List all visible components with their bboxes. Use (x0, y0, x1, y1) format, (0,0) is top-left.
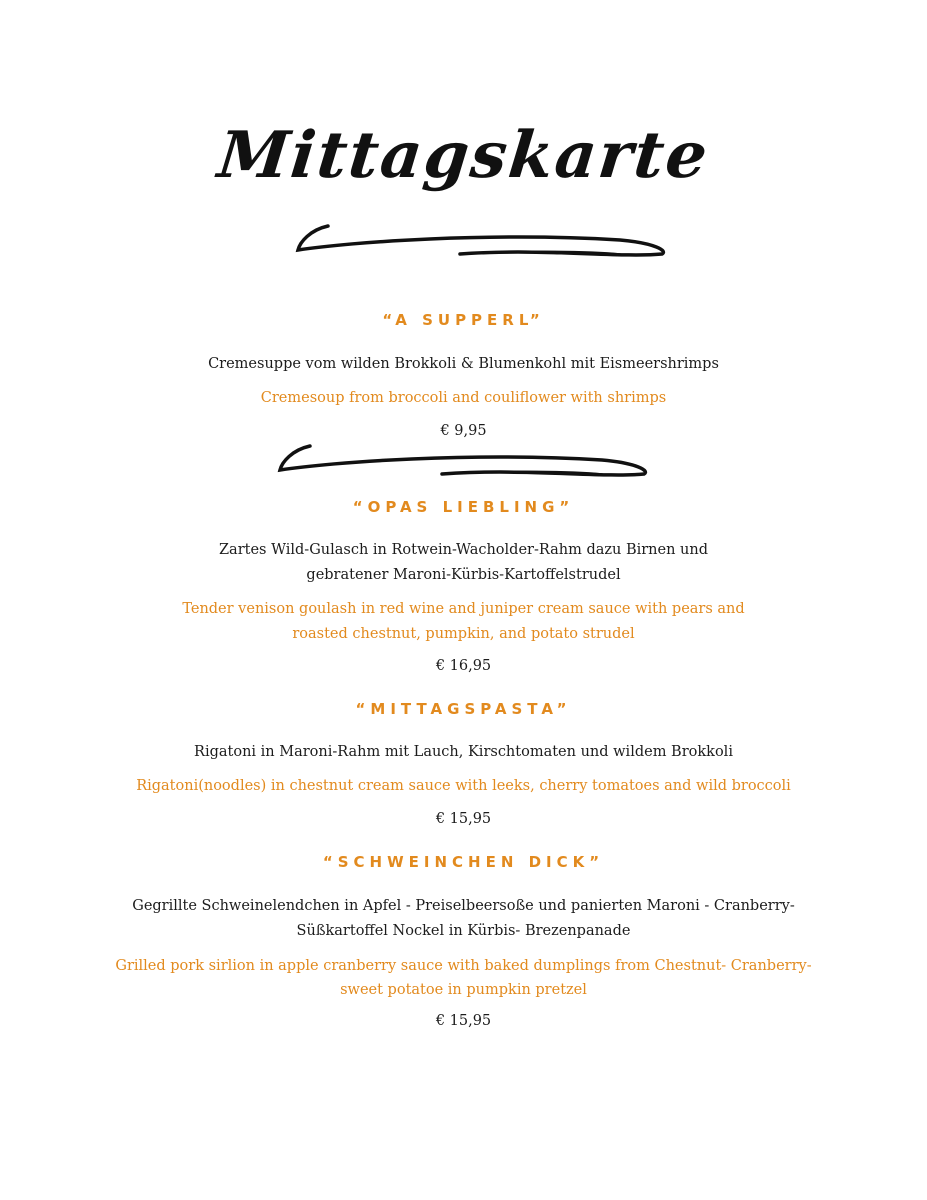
dish-description-de: Rigatoni in Maroni-Rahm mit Lauch, Kirschtomaten und wildem Brokkoli (194, 744, 733, 760)
price-label: € 15,95 (435, 811, 492, 827)
dish-description-en: Rigatoni(noodles) in chestnut cream sauce with leeks, cherry tomatoes and wild broccoli (136, 778, 791, 794)
section-title-opas-liebling: “OPAS LIEBLING” (352, 498, 575, 516)
price-label: € 9,95 (440, 423, 487, 439)
dish-description-en: Tender venison goulash in red wine and juniper cream sauce with pears and (182, 601, 745, 617)
dish-description-de: Zartes Wild-Gulasch in Rotwein-Wacholder-Rahm dazu Birnen und (218, 542, 709, 558)
dish-description-de: Gegrillte Schweinelendchen in Apfel - Preiselbeersoße und panierten Maroni - Cranberry- (132, 898, 795, 914)
swoosh-divider-top (290, 218, 670, 264)
dish-description-de: Cremesuppe vom wilden Brokkoli & Blumenkohl mit Eismeershrimps (208, 356, 719, 372)
page-title: Mittagskarte (214, 118, 713, 193)
dish-description-en: Cremesoup from broccoli and couliflower with shrimps (260, 390, 667, 406)
dish-description-de: gebratener Maroni-Kürbis-Kartoffelstrudel (306, 567, 621, 583)
swoosh-divider-middle (272, 438, 652, 484)
section-title-mittagspasta: “MITTAGSPASTA” (355, 700, 572, 718)
section-title-schweinchen-dick: “SCHWEINCHEN DICK” (322, 853, 605, 871)
dish-description-en: Grilled pork sirlion in apple cranberry sauce with baked dumplings from Chestnut- Cranberry- (115, 958, 812, 974)
dish-description-en: roasted chestnut, pumpkin, and potato strudel (292, 626, 635, 642)
section-title-supperl: “A SUPPERL” (382, 311, 545, 329)
dish-description-de: Süßkartoffel Nockel in Kürbis- Brezenpanade (296, 923, 631, 939)
price-label: € 16,95 (435, 658, 492, 674)
dish-description-en: sweet potatoe in pumpkin pretzel (340, 982, 587, 998)
price-label: € 15,95 (435, 1013, 492, 1029)
